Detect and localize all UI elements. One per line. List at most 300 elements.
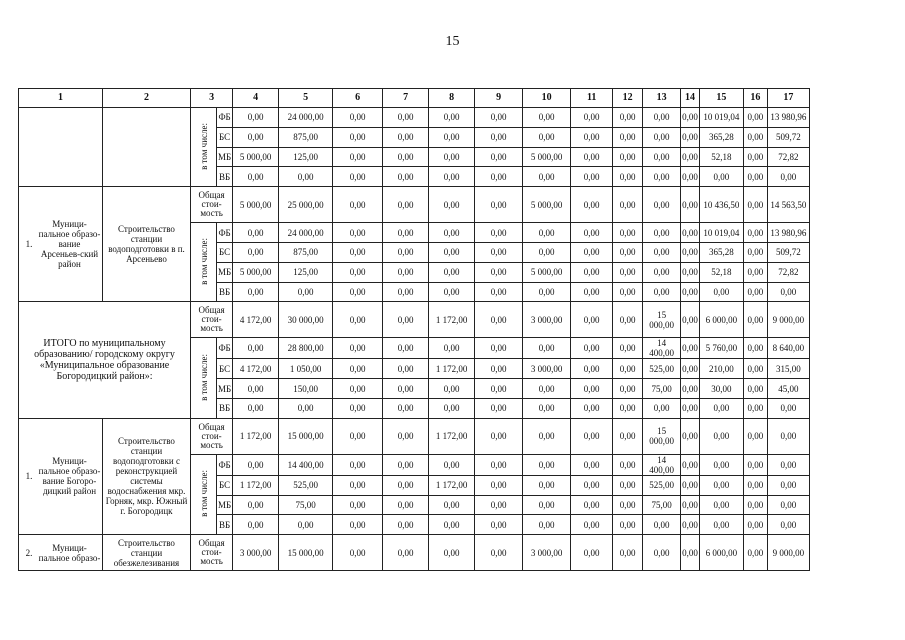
value-cell: 0,00: [333, 338, 383, 359]
value-cell: 1 050,00: [279, 359, 333, 379]
including-text: в том числе:: [198, 122, 209, 170]
value-cell: 0,00: [279, 282, 333, 302]
column-header: 17: [767, 89, 809, 108]
value-cell: 0,00: [475, 187, 523, 223]
column-header: 12: [613, 89, 643, 108]
value-cell: 0,00: [523, 398, 571, 418]
funding-row: [19, 108, 810, 128]
value-cell: 0,00: [643, 127, 681, 147]
value-cell: 0,00: [333, 147, 383, 167]
column-header: 15: [699, 89, 743, 108]
value-cell: 0,00: [681, 418, 700, 454]
value-cell: 0,00: [613, 418, 643, 454]
value-cell: 0,00: [279, 515, 333, 535]
value-cell: 0,00: [429, 282, 475, 302]
value-cell: 9 000,00: [767, 535, 809, 571]
value-cell: 72,82: [767, 147, 809, 167]
value-cell: 875,00: [279, 127, 333, 147]
value-cell: 0,00: [333, 475, 383, 495]
value-cell: 0,00: [279, 398, 333, 418]
funding-source-code: ВБ: [217, 167, 233, 187]
value-cell: 14 400,00: [643, 454, 681, 475]
value-cell: 5 000,00: [523, 147, 571, 167]
value-cell: 0,00: [743, 515, 767, 535]
value-cell: 5 000,00: [233, 147, 279, 167]
value-cell: 0,00: [743, 223, 767, 243]
value-cell: 0,00: [613, 127, 643, 147]
value-cell: 0,00: [333, 535, 383, 571]
value-cell: 0,00: [429, 262, 475, 282]
value-cell: 45,00: [767, 379, 809, 399]
value-cell: 0,00: [523, 223, 571, 243]
value-cell: 15 000,00: [643, 302, 681, 338]
value-cell: 0,00: [699, 475, 743, 495]
value-cell: 1 172,00: [429, 418, 475, 454]
value-cell: 0,00: [383, 127, 429, 147]
value-cell: 0,00: [233, 379, 279, 399]
value-cell: 6 000,00: [699, 535, 743, 571]
value-cell: 0,00: [333, 495, 383, 515]
value-cell: 0,00: [767, 454, 809, 475]
value-cell: 0,00: [681, 475, 700, 495]
including-label: [191, 108, 217, 187]
value-cell: 0,00: [475, 338, 523, 359]
value-cell: 0,00: [333, 223, 383, 243]
column-header: 11: [571, 89, 613, 108]
value-cell: 0,00: [571, 187, 613, 223]
value-cell: 0,00: [743, 475, 767, 495]
value-cell: 0,00: [475, 262, 523, 282]
value-cell: 14 400,00: [643, 338, 681, 359]
value-cell: 0,00: [333, 108, 383, 128]
value-cell: 0,00: [681, 495, 700, 515]
value-cell: 0,00: [743, 535, 767, 571]
value-cell: 0,00: [523, 242, 571, 262]
column-header: 6: [333, 89, 383, 108]
value-cell: 0,00: [383, 398, 429, 418]
value-cell: 14 400,00: [279, 454, 333, 475]
value-cell: 0,00: [767, 398, 809, 418]
value-cell: 0,00: [233, 282, 279, 302]
value-cell: 0,00: [383, 418, 429, 454]
value-cell: 0,00: [429, 127, 475, 147]
value-cell: 0,00: [743, 302, 767, 338]
value-cell: 0,00: [429, 167, 475, 187]
row-number: 2.: [25, 547, 33, 558]
column-header: 5: [279, 89, 333, 108]
column-header: 1: [19, 89, 103, 108]
municipality-cell: [19, 418, 103, 534]
value-cell: 0,00: [233, 338, 279, 359]
value-cell: 0,00: [571, 127, 613, 147]
value-cell: 0,00: [571, 379, 613, 399]
value-cell: 0,00: [523, 418, 571, 454]
value-cell: 30,00: [699, 379, 743, 399]
value-cell: 0,00: [681, 454, 700, 475]
value-cell: 0,00: [681, 302, 700, 338]
value-cell: 0,00: [571, 338, 613, 359]
municipality-cell: [19, 187, 103, 302]
project-name: Строительство станции водоподготовки с реконструкцией системы водоснабжения мкр. Горняк, мкр. Южный г. Богородицк: [103, 418, 191, 534]
value-cell: 0,00: [475, 167, 523, 187]
value-cell: 0,00: [333, 262, 383, 282]
total-row: [19, 302, 810, 338]
value-cell: 0,00: [475, 127, 523, 147]
total-cost-label: Общая стои-мость: [191, 418, 233, 454]
total-row: [19, 187, 810, 223]
value-cell: 0,00: [333, 242, 383, 262]
value-cell: 0,00: [681, 398, 700, 418]
value-cell: 0,00: [383, 187, 429, 223]
column-header: 16: [743, 89, 767, 108]
value-cell: 315,00: [767, 359, 809, 379]
total-cost-label: Общая стои-мость: [191, 187, 233, 223]
value-cell: 0,00: [383, 535, 429, 571]
value-cell: 509,72: [767, 127, 809, 147]
value-cell: 0,00: [429, 147, 475, 167]
value-cell: 0,00: [643, 147, 681, 167]
value-cell: 0,00: [743, 418, 767, 454]
value-cell: 30 000,00: [279, 302, 333, 338]
value-cell: 10 019,04: [699, 223, 743, 243]
value-cell: 0,00: [743, 108, 767, 128]
value-cell: 0,00: [333, 418, 383, 454]
value-cell: 0,00: [743, 495, 767, 515]
value-cell: 9 000,00: [767, 302, 809, 338]
value-cell: 0,00: [571, 108, 613, 128]
project-name: Строительство станции водоподготовки в п. Арсеньево: [103, 187, 191, 302]
value-cell: 0,00: [233, 398, 279, 418]
column-header: 13: [643, 89, 681, 108]
value-cell: 0,00: [429, 515, 475, 535]
value-cell: 0,00: [475, 147, 523, 167]
value-cell: 0,00: [699, 418, 743, 454]
value-cell: 0,00: [571, 359, 613, 379]
column-header: 14: [681, 89, 700, 108]
municipality-name: Муници-пальное образо-вание Богоро-дицкий район: [38, 456, 101, 497]
value-cell: 0,00: [681, 359, 700, 379]
column-header: 8: [429, 89, 475, 108]
value-cell: 0,00: [475, 495, 523, 515]
page-number: 15: [445, 34, 460, 49]
value-cell: 0,00: [643, 515, 681, 535]
value-cell: 5 000,00: [523, 262, 571, 282]
value-cell: 0,00: [681, 223, 700, 243]
value-cell: 75,00: [643, 379, 681, 399]
value-cell: 4 172,00: [233, 302, 279, 338]
value-cell: 525,00: [279, 475, 333, 495]
value-cell: 0,00: [613, 282, 643, 302]
value-cell: 0,00: [233, 515, 279, 535]
project-name: [103, 108, 191, 187]
value-cell: 10 436,50: [699, 187, 743, 223]
value-cell: 0,00: [571, 418, 613, 454]
funding-source-code: МБ: [217, 147, 233, 167]
value-cell: 0,00: [383, 475, 429, 495]
value-cell: 52,18: [699, 147, 743, 167]
value-cell: 0,00: [383, 515, 429, 535]
value-cell: 0,00: [643, 223, 681, 243]
value-cell: 0,00: [333, 454, 383, 475]
value-cell: 15 000,00: [279, 418, 333, 454]
value-cell: 0,00: [383, 359, 429, 379]
value-cell: 0,00: [571, 454, 613, 475]
value-cell: 0,00: [233, 223, 279, 243]
value-cell: 0,00: [383, 495, 429, 515]
value-cell: 525,00: [643, 475, 681, 495]
value-cell: 0,00: [383, 454, 429, 475]
value-cell: 0,00: [743, 242, 767, 262]
municipality-name: Муници-пальное образо-: [38, 542, 101, 563]
value-cell: 0,00: [475, 302, 523, 338]
funding-source-code: ВБ: [217, 398, 233, 418]
value-cell: 0,00: [523, 282, 571, 302]
value-cell: 0,00: [743, 454, 767, 475]
value-cell: 0,00: [233, 127, 279, 147]
value-cell: 0,00: [613, 108, 643, 128]
value-cell: 0,00: [475, 475, 523, 495]
value-cell: 0,00: [743, 379, 767, 399]
value-cell: 5 760,00: [699, 338, 743, 359]
value-cell: 52,18: [699, 262, 743, 282]
value-cell: 0,00: [383, 167, 429, 187]
header-row: [19, 89, 810, 108]
value-cell: 0,00: [643, 187, 681, 223]
total-row: [19, 418, 810, 454]
value-cell: 5 000,00: [233, 187, 279, 223]
value-cell: 0,00: [681, 242, 700, 262]
value-cell: 0,00: [571, 515, 613, 535]
value-cell: 3 000,00: [523, 359, 571, 379]
value-cell: 0,00: [383, 223, 429, 243]
value-cell: 0,00: [429, 454, 475, 475]
value-cell: 14 563,50: [767, 187, 809, 223]
value-cell: 1 172,00: [429, 475, 475, 495]
total-row: [19, 535, 810, 571]
value-cell: 125,00: [279, 147, 333, 167]
municipality-cell: [19, 108, 103, 187]
value-cell: 0,00: [681, 187, 700, 223]
value-cell: 0,00: [475, 418, 523, 454]
value-cell: 0,00: [613, 454, 643, 475]
value-cell: 0,00: [475, 108, 523, 128]
value-cell: 0,00: [681, 282, 700, 302]
funding-source-code: БС: [217, 359, 233, 379]
value-cell: 0,00: [571, 282, 613, 302]
value-cell: 0,00: [383, 242, 429, 262]
budget-table: [18, 88, 810, 571]
value-cell: 0,00: [475, 454, 523, 475]
value-cell: 0,00: [333, 398, 383, 418]
value-cell: 0,00: [699, 515, 743, 535]
value-cell: 0,00: [571, 242, 613, 262]
value-cell: 0,00: [571, 302, 613, 338]
value-cell: 1 172,00: [429, 359, 475, 379]
row-number: 1.: [25, 239, 33, 250]
value-cell: 0,00: [429, 535, 475, 571]
value-cell: 150,00: [279, 379, 333, 399]
value-cell: 0,00: [613, 475, 643, 495]
value-cell: 0,00: [523, 379, 571, 399]
value-cell: 0,00: [429, 379, 475, 399]
value-cell: 1 172,00: [233, 475, 279, 495]
including-text: в том числе:: [198, 237, 209, 285]
value-cell: 0,00: [475, 359, 523, 379]
value-cell: 0,00: [681, 338, 700, 359]
value-cell: 0,00: [743, 147, 767, 167]
including-text: в том числе:: [198, 353, 209, 401]
value-cell: 0,00: [523, 127, 571, 147]
value-cell: 10 019,04: [699, 108, 743, 128]
value-cell: 0,00: [767, 495, 809, 515]
value-cell: 0,00: [613, 359, 643, 379]
value-cell: 0,00: [233, 454, 279, 475]
value-cell: 4 172,00: [233, 359, 279, 379]
value-cell: 0,00: [571, 398, 613, 418]
value-cell: 0,00: [743, 187, 767, 223]
value-cell: 28 800,00: [279, 338, 333, 359]
value-cell: 3 000,00: [523, 302, 571, 338]
value-cell: 0,00: [475, 242, 523, 262]
funding-source-code: БС: [217, 127, 233, 147]
value-cell: 0,00: [613, 338, 643, 359]
value-cell: 0,00: [475, 535, 523, 571]
funding-source-code: ВБ: [217, 515, 233, 535]
funding-source-code: БС: [217, 475, 233, 495]
value-cell: 5 000,00: [233, 262, 279, 282]
project-name: Строительство станции обезжелезивания: [103, 535, 191, 571]
value-cell: 0,00: [613, 302, 643, 338]
value-cell: 0,00: [613, 147, 643, 167]
value-cell: 0,00: [475, 223, 523, 243]
value-cell: 0,00: [743, 398, 767, 418]
value-cell: 365,28: [699, 242, 743, 262]
value-cell: 0,00: [523, 167, 571, 187]
including-text: в том числе:: [198, 470, 209, 517]
funding-source-code: БС: [217, 242, 233, 262]
value-cell: 0,00: [767, 418, 809, 454]
column-header: 3: [191, 89, 233, 108]
value-cell: 0,00: [681, 515, 700, 535]
value-cell: 0,00: [681, 167, 700, 187]
value-cell: 0,00: [429, 398, 475, 418]
value-cell: 15 000,00: [279, 535, 333, 571]
value-cell: 0,00: [571, 495, 613, 515]
funding-source-code: ВБ: [217, 282, 233, 302]
value-cell: 0,00: [681, 379, 700, 399]
value-cell: 0,00: [233, 167, 279, 187]
value-cell: 0,00: [383, 338, 429, 359]
including-label: [191, 223, 217, 302]
value-cell: 0,00: [571, 167, 613, 187]
value-cell: 5 000,00: [523, 187, 571, 223]
value-cell: 0,00: [333, 187, 383, 223]
value-cell: 0,00: [613, 535, 643, 571]
column-header: 4: [233, 89, 279, 108]
funding-source-code: ФБ: [217, 108, 233, 128]
value-cell: 72,82: [767, 262, 809, 282]
value-cell: 0,00: [613, 167, 643, 187]
value-cell: 0,00: [767, 282, 809, 302]
value-cell: 13 980,96: [767, 108, 809, 128]
column-header: 7: [383, 89, 429, 108]
funding-source-code: МБ: [217, 262, 233, 282]
value-cell: 0,00: [643, 167, 681, 187]
value-cell: 0,00: [743, 338, 767, 359]
column-header: 10: [523, 89, 571, 108]
funding-source-code: МБ: [217, 495, 233, 515]
value-cell: 0,00: [383, 108, 429, 128]
value-cell: 0,00: [523, 515, 571, 535]
value-cell: 6 000,00: [699, 302, 743, 338]
value-cell: 24 000,00: [279, 108, 333, 128]
value-cell: 0,00: [699, 167, 743, 187]
value-cell: 0,00: [475, 379, 523, 399]
value-cell: 75,00: [643, 495, 681, 515]
total-cost-label: Общая стои-мость: [191, 302, 233, 338]
value-cell: 0,00: [681, 127, 700, 147]
value-cell: 13 980,96: [767, 223, 809, 243]
value-cell: 0,00: [523, 338, 571, 359]
value-cell: 0,00: [523, 475, 571, 495]
value-cell: 0,00: [333, 282, 383, 302]
value-cell: 0,00: [475, 398, 523, 418]
value-cell: 0,00: [743, 127, 767, 147]
value-cell: 0,00: [613, 515, 643, 535]
value-cell: 0,00: [699, 282, 743, 302]
value-cell: 1 172,00: [429, 302, 475, 338]
value-cell: 0,00: [383, 147, 429, 167]
value-cell: 0,00: [743, 262, 767, 282]
value-cell: 25 000,00: [279, 187, 333, 223]
value-cell: 0,00: [279, 167, 333, 187]
value-cell: 3 000,00: [523, 535, 571, 571]
value-cell: 0,00: [523, 108, 571, 128]
total-label: ИТОГО по муниципальному образованию/ городскому округу «Муниципальное образование Богородицкий район»:: [19, 302, 191, 418]
including-label: [191, 338, 217, 418]
value-cell: 0,00: [523, 495, 571, 515]
value-cell: 0,00: [743, 167, 767, 187]
value-cell: 0,00: [333, 127, 383, 147]
value-cell: 0,00: [383, 282, 429, 302]
value-cell: 0,00: [643, 282, 681, 302]
value-cell: 0,00: [699, 454, 743, 475]
value-cell: 0,00: [571, 262, 613, 282]
value-cell: 0,00: [681, 147, 700, 167]
value-cell: 0,00: [429, 187, 475, 223]
value-cell: 0,00: [767, 167, 809, 187]
value-cell: 0,00: [429, 495, 475, 515]
value-cell: 0,00: [429, 242, 475, 262]
municipality-name: Муници-пальное образо-вание Арсеньев-ский район: [38, 219, 101, 270]
funding-source-code: ФБ: [217, 454, 233, 475]
value-cell: 75,00: [279, 495, 333, 515]
value-cell: 0,00: [643, 535, 681, 571]
value-cell: 24 000,00: [279, 223, 333, 243]
value-cell: 509,72: [767, 242, 809, 262]
value-cell: 0,00: [383, 262, 429, 282]
value-cell: 0,00: [523, 454, 571, 475]
including-label: [191, 454, 217, 534]
funding-source-code: МБ: [217, 379, 233, 399]
value-cell: 0,00: [613, 262, 643, 282]
value-cell: 15 000,00: [643, 418, 681, 454]
value-cell: 0,00: [429, 108, 475, 128]
column-header: 2: [103, 89, 191, 108]
value-cell: 125,00: [279, 262, 333, 282]
value-cell: 0,00: [643, 262, 681, 282]
value-cell: 0,00: [613, 242, 643, 262]
